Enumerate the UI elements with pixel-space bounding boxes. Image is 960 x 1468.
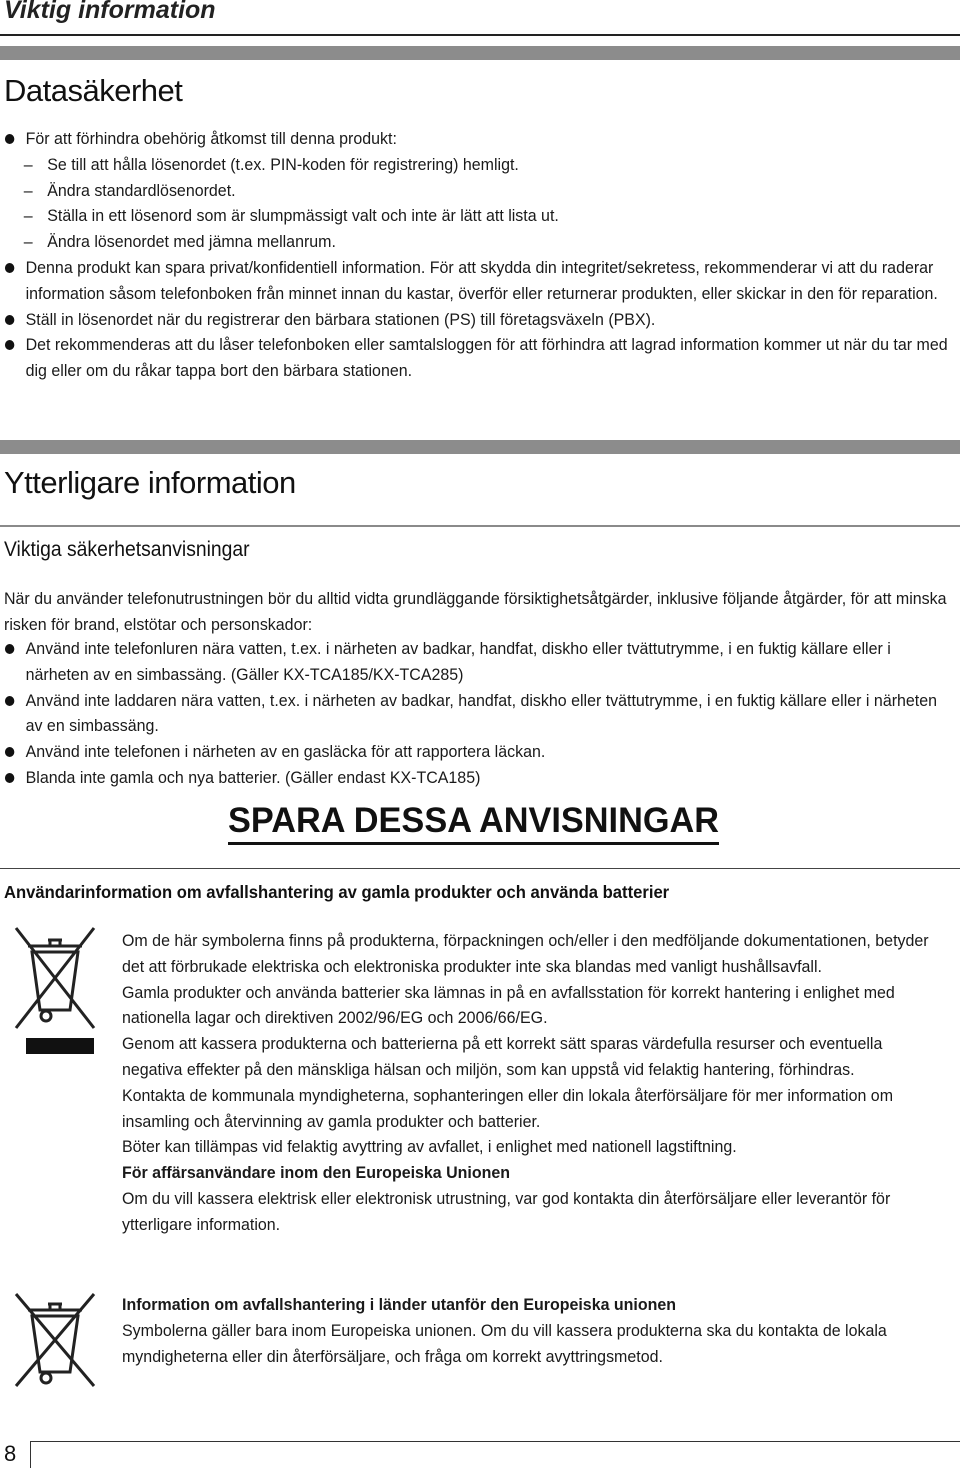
list-item: Använd inte laddaren nära vatten, t.ex. i närheten av badkar, handfat, diskho eller tvättutrymme, i en fuktig källare eller i närheten av en simbassäng. [4, 688, 953, 740]
subsection-divider [0, 868, 960, 869]
section-divider [0, 440, 960, 454]
section-title-more-info: Ytterligare information [4, 465, 296, 500]
list-item: – Se till att hålla lösenordet (t.ex. PIN-koden för registrering) hemligt. [4, 152, 953, 178]
footer-divider [30, 1441, 31, 1468]
footer-rule [30, 1441, 960, 1442]
list-item: Det rekommenderas att du låser telefonboken eller samtalsloggen för att förhindra att lagrad information kommer ut när du tar med dig eller om du råkar tappa bort den bärbara stationen. [4, 332, 953, 384]
safety-intro: När du använder telefonutrustningen bör du alltid vidta grundläggande försiktighetsåtgärder, inklusive följande åtgärder, för att minska risken för brand, elstötar och personskador: [4, 589, 947, 634]
list-item: För att förhindra obehörig åtkomst till denna produkt: [4, 126, 953, 152]
eu-business-text: Om du vill kassera elektrisk eller elektronisk utrustning, var god kontakta din återförsäljare eller leverantör för ytterligare information. [122, 1188, 891, 1234]
save-instructions-text: SPARA DESSA ANVISNINGAR [228, 800, 719, 845]
list-item: – Ändra standardlösenordet. [4, 178, 953, 204]
save-instructions-notice [0, 800, 960, 845]
outside-eu-body [122, 1292, 930, 1369]
crossed-out-wheelie-bin-icon [12, 922, 98, 1056]
eu-business-title: För affärsanvändare inom den Europeiska Unionen [122, 1163, 511, 1183]
waste-section-title: Användarinformation om avfallshantering av gamla produkter och använda batterier [4, 882, 670, 902]
list-item: Denna produkt kan spara privat/konfidentiell information. För att skydda din integritet/sekretess, rekommenderar vi att du raderar information såsom telefonboken från minnet innan du kastar, överför eller returnerar produkten, eller skickar in den för reparation. [4, 255, 953, 307]
waste-paragraph: Genom att kassera produkterna och batterierna på ett korrekt sätt sparas värdefulla resurser och eventuella negativa effekter på den mänskliga hälsan och miljön, som kan uppstå vid felaktig hantering, förhindras. [122, 1034, 883, 1079]
page-number: 8 [4, 1441, 17, 1466]
list-item: Ställ in lösenordet när du registrerar den bärbara stationen (PS) till företagsväxeln (PBX). [4, 307, 953, 333]
crossed-out-wheelie-bin-icon [12, 1290, 98, 1390]
subsection-title-safety: Viktiga säkerhetsanvisningar [4, 538, 250, 561]
outside-eu-text: Symbolerna gäller bara inom Europeiska unionen. Om du vill kassera produkterna ska du kontakta de lokala myndigheterna eller din återförsäljare, och fråga om korrekt avyttringsmetod. [122, 1320, 887, 1366]
data-security-list [4, 126, 953, 384]
safety-list [4, 636, 953, 791]
list-item: Använd inte telefonluren nära vatten, t.ex. i närheten av badkar, handfat, diskho eller tvättutrymme, i en fuktig källare eller i närheten av en simbassäng. (Gäller KX-TCA185/KX-TCA285) [4, 636, 953, 688]
waste-body [122, 928, 930, 1238]
list-item: – Ställa in ett lösenord som är slumpmässigt valt och inte är lätt att lista ut. [4, 203, 953, 229]
list-item: Använd inte telefonen i närheten av en gasläcka för att rapportera läckan. [4, 739, 953, 765]
page-header-title: Viktig information [4, 0, 216, 24]
header-rule [0, 34, 960, 36]
waste-paragraph: Om de här symbolerna finns på produkterna, förpackningen och/eller i den medföljande dokumentationen, betyder det att förbrukade elektriska och elektroniska produkter inte ska blandas med vanligt hushållsavfall. [122, 931, 929, 976]
subsection-divider [0, 525, 960, 527]
list-item: – Ändra lösenordet med jämna mellanrum. [4, 229, 953, 255]
outside-eu-title: Information om avfallshantering i länder utanför den Europeiska unionen [122, 1295, 677, 1314]
section-title-data-security: Datasäkerhet [4, 73, 183, 108]
waste-paragraph: Böter kan tillämpas vid felaktig avyttring av avfallet, i enlighet med nationell lagstiftning. [122, 1137, 737, 1157]
waste-paragraph: Gamla produkter och använda batterier ska lämnas in på en avfallsstation för korrekt hantering i enlighet med nationella lagar och direktiven 2002/96/EG och 2006/66/EG. [122, 982, 895, 1028]
list-item: Blanda inte gamla och nya batterier. (Gäller endast KX-TCA185) [4, 765, 953, 791]
section-divider [0, 46, 960, 60]
waste-paragraph: Kontakta de kommunala myndigheterna, sophanteringen eller din lokala återförsäljare för mer information om insamling och återvinning av gamla produkter och batterier. [122, 1085, 894, 1131]
